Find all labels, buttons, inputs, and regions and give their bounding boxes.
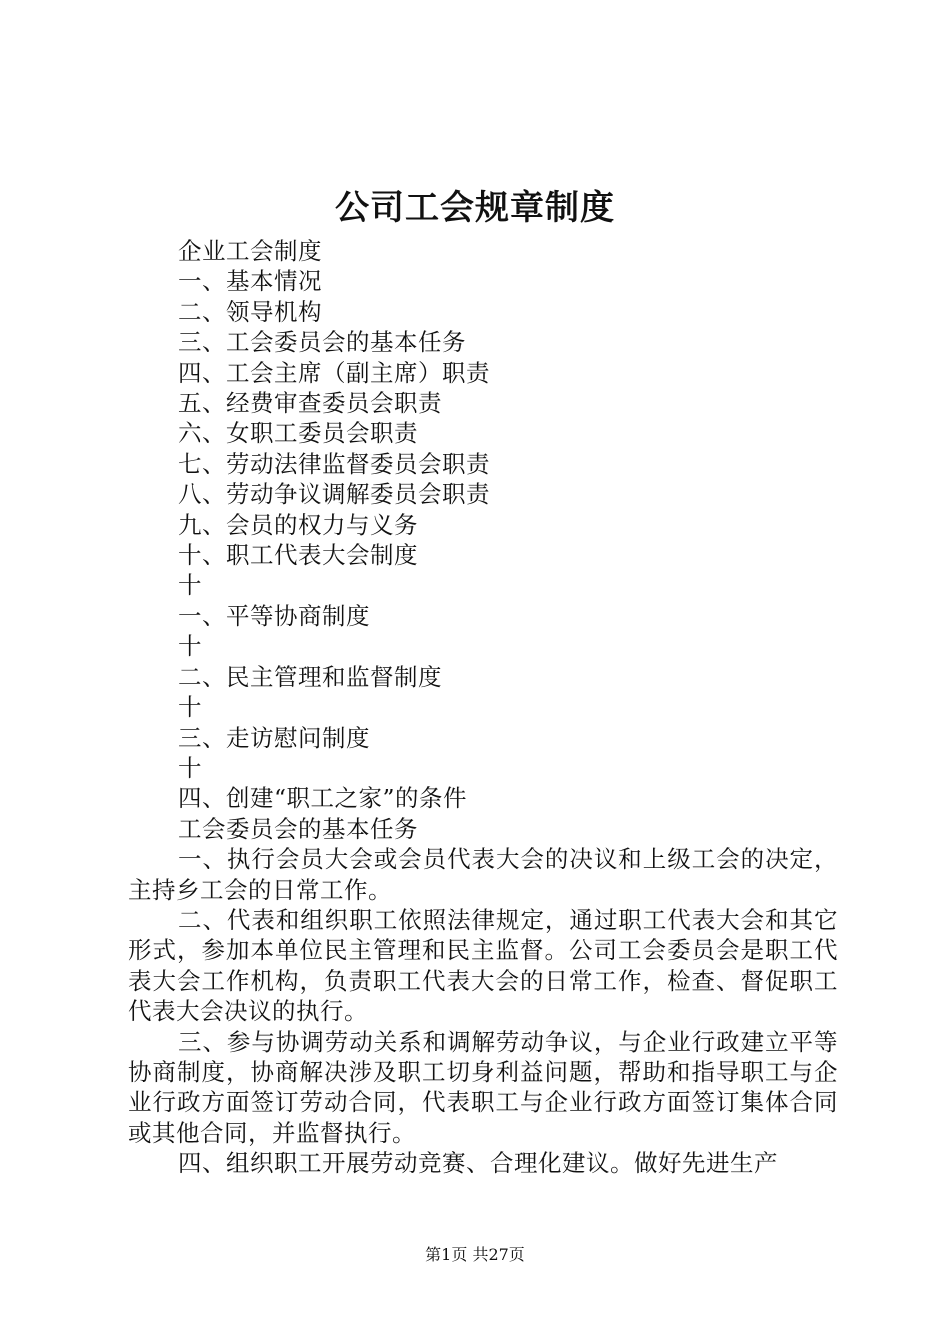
outline-line: 五、经费审查委员会职责 — [178, 389, 442, 418]
section-heading: 工会委员会的基本任务 — [178, 814, 418, 843]
outline-line: 四、工会主席（副主席）职责 — [178, 358, 490, 387]
body-paragraph: 二、代表和组织职工依照法律规定，通过职工代表大会和其它形式，参加本单位民主管理和民主监督。公司工会委员会是职工代表大会工作机构，负责职工代表大会的日常工作，检查、督促职工代表大会决议的执行。 — [128, 905, 838, 1026]
outline-line: 二、民主管理和监督制度 — [178, 662, 442, 691]
outline-line: 十 — [178, 753, 202, 782]
outline-line: 八、劳动争议调解委员会职责 — [178, 480, 490, 509]
outline-line: 一、基本情况 — [178, 267, 322, 296]
outline-line: 九、会员的权力与义务 — [178, 510, 418, 539]
outline-line: 一、平等协商制度 — [178, 601, 370, 630]
outline-line: 七、劳动法律监督委员会职责 — [178, 449, 490, 478]
document-body — [128, 236, 838, 1179]
outline-line: 十、职工代表大会制度 — [178, 541, 418, 570]
outline-line: 六、女职工委员会职责 — [178, 419, 418, 448]
body-paragraph: 三、参与协调劳动关系和调解劳动争议，与企业行政建立平等协商制度，协商解决涉及职工切身利益问题，帮助和指导职工与企业行政方面签订劳动合同，代表职工与企业行政方面签订集体合同或其他合同，并监督执行。 — [128, 1027, 838, 1147]
body-paragraph: 四、组织职工开展劳动竞赛、合理化建议。做好先进生产 — [178, 1149, 778, 1178]
outline-line: 三、走访慰问制度 — [178, 723, 370, 752]
outline-line: 十 — [178, 632, 202, 661]
outline-line: 四、创建“职工之家”的条件 — [178, 784, 468, 813]
outline-line: 企业工会制度 — [178, 237, 322, 265]
body-paragraph: 一、执行会员大会或会员代表大会的决议和上级工会的决定，主持乡工会的日常工作。 — [128, 845, 838, 904]
page-footer: 第1页 共27页 — [425, 1245, 525, 1264]
outline-line: 十 — [178, 571, 202, 600]
page-title: 公司工会规章制度 — [335, 188, 615, 228]
outline-line: 十 — [178, 693, 202, 722]
outline-line: 二、领导机构 — [178, 297, 322, 326]
outline-line: 三、工会委员会的基本任务 — [178, 328, 466, 357]
